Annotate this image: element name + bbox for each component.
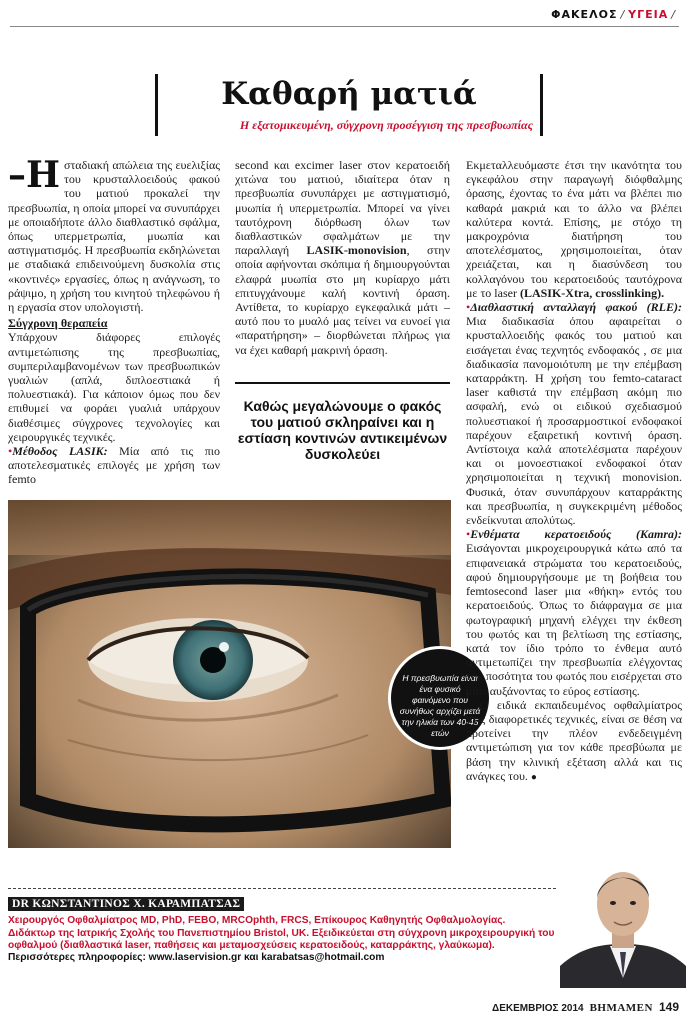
author-bio bbox=[8, 897, 556, 964]
separator-slash: / bbox=[671, 8, 676, 21]
bullet-kamra bbox=[466, 527, 682, 697]
bio-line-expertise: Διδάκτωρ της Ιατρικής Σχολής του Πανεπιστημίου Bristol, UK. Εξειδικεύεται στη σύγχρονη μικροχειρουργική του οφθαλμού (διαθλαστικά laser, παθήσεις και μεταμοσχεύσεις κερατοειδούς, καταρράκτης, γλαύκωμα). bbox=[8, 927, 555, 951]
separator-slash: / bbox=[620, 8, 626, 21]
bullet-lasik bbox=[8, 444, 220, 487]
page-number: 149 bbox=[658, 1000, 679, 1014]
issue-date: ΔΕΚΕΜΒΡΙΟΣ 2014 bbox=[492, 1003, 584, 1014]
subsection-label: ΥΓΕΙΑ bbox=[628, 8, 669, 21]
paragraph-text: , στην οποία αφήνονται σκόπιμα ή δημιουργούνται ελαφρά μυωπία στο μη κυρίαρχο μάτι επιτυγχάνουμε καλή κοντινή όραση. Αντίθετα, το κυρίαρχο εγκεφαλικά μάτι – αυτό που το μυαλό μας τείνει να ευνοεί για «παρατήρηση» – διορθώνεται πλήρως για να έχει καθαρή μακρινή όραση. bbox=[235, 243, 450, 357]
article-subtitle: Η εξατομικευμένη, σύγχρονη προσέγγιση της πρεσβυωπίας bbox=[239, 118, 533, 132]
section-header bbox=[551, 8, 679, 21]
page-footer bbox=[492, 1000, 679, 1014]
portrait-illustration bbox=[560, 848, 686, 988]
paragraph-text: Εκμεταλλευόμαστε έτσι την ικανότητα του εγκεφάλου στην παραγωγή διόφθαλμης όρασης, έχοντας το ένα μάτι να βλέπει πιο καθαρά μακριά και το άλλο να βλέπει καλύτερα κοντά. Επίσης, με στόχο τη μακροχρόνια διατήρηση του αποτελέσματος, χρησιμοποιείται, όταν χρειάζεται, και η διασύνδεση του κολλαγόνου του κερατοειδούς ταυτόχρονα με το laser bbox=[466, 158, 682, 300]
drop-cap: –Η bbox=[8, 154, 61, 196]
article-title: Καθαρή ματιά bbox=[221, 76, 477, 112]
bullet-text: Μια διαδικασία όπου αφαιρείται ο κρυσταλλοειδής φακός του ματιού και εισάγεται ένας τεχνητός ενδοφακός , σε μια διαδικασία πανομοιότυπη με την επέμβαση καταρράκτη. Η χρήση του femto-cataract laser καθιστά την επέμβαση ακόμη πιο ασφαλή, ενώ οι ειδικού σχεδιασμού πολυεστιακοί ή προσαρμοστικοί ενδοφακοί παρέχουν εξαιρετική κοντινή όραση. Αντίστοιχα καλά αποτελέσματα παρέχουν και οι μονοεστιακοί ενδοφακοί όταν χρησιμοποιείται η τεχνική monovision. Φυσικά, όταν συνυπάρχουν καταρράκτης και πρεσβυωπία, η συγκεκριμένη μέθοδος ενδείκνυται απολύτως. bbox=[466, 314, 682, 528]
paragraph bbox=[466, 158, 682, 300]
intro-text: σταδιακή απώλεια της ευελιξίας του κρυσταλλοειδούς φακού του ματιού προκαλεί την πρεσβυωπία, η οποία μπορεί να συνυπάρχει με οποιαδήποτε άλλο διαθλαστικό σφάλμα, όπως υπερμετρωπία, μυωπία και αστιγματισμός. Η πρεσβυωπία εκδηλώνεται με σταδιακά επιδεινούμενη δυσκολία στις «κοντινές» εργασίες, όπως η ανάγνωση, το ράψιμο, η χρήση του κινητού τηλεφώνου ή η εργασία στον υπολογιστή. bbox=[8, 158, 220, 315]
paragraph: Υπάρχουν διάφορες επιλογές αντιμετώπισης της πρεσβυωπίας, συμπεριλαμβανομένων των πρεσβυωπικών γυαλιών (απλά, διπλοεστιακά ή πολυεστιακά). Για κάποιον όμως που δεν επιθυμεί να φοράει γυαλιά υπάρχουν διαθέσιμες σύγχρονες τεχνολογίες και χειρουργικές τεχνικές. bbox=[8, 330, 220, 444]
bullet-label: Ενθέματα κερατοειδούς (Kamra): bbox=[470, 527, 682, 542]
column-1 bbox=[8, 154, 220, 487]
section-label: ΦΑΚΕΛΟΣ bbox=[551, 8, 618, 21]
eye-photo bbox=[8, 500, 451, 848]
bio-divider bbox=[8, 888, 556, 889]
column-3 bbox=[466, 158, 682, 785]
bullet-label: Μέθοδος LASIK: bbox=[12, 444, 108, 459]
bio-line-contact: Περισσότερες πληροφορίες: www.laservision.gr και karabatsas@hotmail.com bbox=[8, 952, 385, 964]
bullet-dot: • bbox=[466, 300, 471, 315]
bullet-dot: • bbox=[8, 444, 13, 459]
lasik-xtra-term: (LASIK-Xtra, crosslinking). bbox=[519, 285, 665, 300]
paragraph bbox=[235, 158, 450, 357]
author-name: DR ΚΩΝΣΤΑΝΤΙΝΟΣ Χ. ΚΑΡΑΜΠΑΤΣΑΣ bbox=[8, 897, 244, 911]
lasik-monovision-term: LASIK-monovision bbox=[306, 243, 407, 258]
pull-quote: Καθώς μεγαλώνουμε ο φακός του ματιού σκληραίνει και η εστίαση κοντινών αντικειμένων δυσκολεύει bbox=[235, 382, 450, 494]
paragraph-text: second και excimer laser στον κερατοειδή χιτώνα του ματιού, ιδιαίτερα όταν η πρεσβυωπία συνυπάρχει με αστιγματισμό, μυωπία ή υπερμετρωπία. Μπορεί να γίνει ταυτόχρονη διόρθωση όλων των διαθλαστικών σφαλμάτων με την παραλλαγή bbox=[235, 158, 450, 258]
intro-paragraph bbox=[8, 154, 220, 315]
eye-illustration bbox=[8, 500, 451, 848]
header-rule bbox=[10, 26, 679, 27]
end-mark: ● bbox=[530, 771, 537, 783]
subheading: Σύγχρονη θεραπεία bbox=[8, 316, 108, 331]
author-portrait bbox=[560, 848, 686, 988]
bullet-rle bbox=[466, 300, 682, 527]
closing-text: Ο ειδικά εκπαιδευμένος οφθαλμίατρος στις διαφορετικές τεχνικές, είναι σε θέση να προτείνει την πλέον ενδεδειγμένη αντιμετώπιση για τον κάθε πρεσβύωπα με βάση την κλινική εξέταση αλλά και τις ανάγκες του. bbox=[466, 697, 682, 783]
magazine-name: ΒΗΜΑΜΕΝ bbox=[589, 1002, 653, 1014]
title-block bbox=[155, 74, 543, 136]
info-badge: Η πρεσβυωπία είναι ένα φυσικό φαινόμενο που συνήθως αρχίζει μετά την ηλικία των 40-45 ετών bbox=[388, 646, 492, 750]
bio-line-credentials: Χειρουργός Οφθαλμίατρος MD, PhD, FEBO, MRCOphth, FRCS, Επίκουρος Καθηγητής Οφθαλμολογίας. bbox=[8, 915, 506, 927]
bullet-dot: • bbox=[466, 527, 471, 542]
bullet-label: Διαθλαστική ανταλλαγή φακού (RLE): bbox=[470, 300, 682, 315]
bullet-text: Εισάγονται μικροχειρουργικά κάτω από τα επιφανειακά στρώματα του κερατοειδούς, αφού δημιουργήσουμε με τη βοήθεια του femtosecond laser μια «θήκη» εντός του κερατοειδούς. Όπως το διάφραγμα σε μια φωτογραφική μηχανή ελέγχει την έκθεση του φωτός και τη βελτίωση της εστίασης, κατά τον ίδιο τρόπο το ένθεμα αυτό αντιμετωπίζει την πρεσβυωπία ελέγχοντας την ποσότητα του φωτός που εισέρχεται στο μάτι αυξάνοντας το εύρος εστίασης. bbox=[466, 541, 682, 698]
bullet-text: Μία από τις πιο αποτελεσματικές επιλογές με χρήση των femto bbox=[8, 444, 220, 487]
column-2 bbox=[235, 158, 450, 357]
closing-paragraph bbox=[466, 698, 682, 785]
